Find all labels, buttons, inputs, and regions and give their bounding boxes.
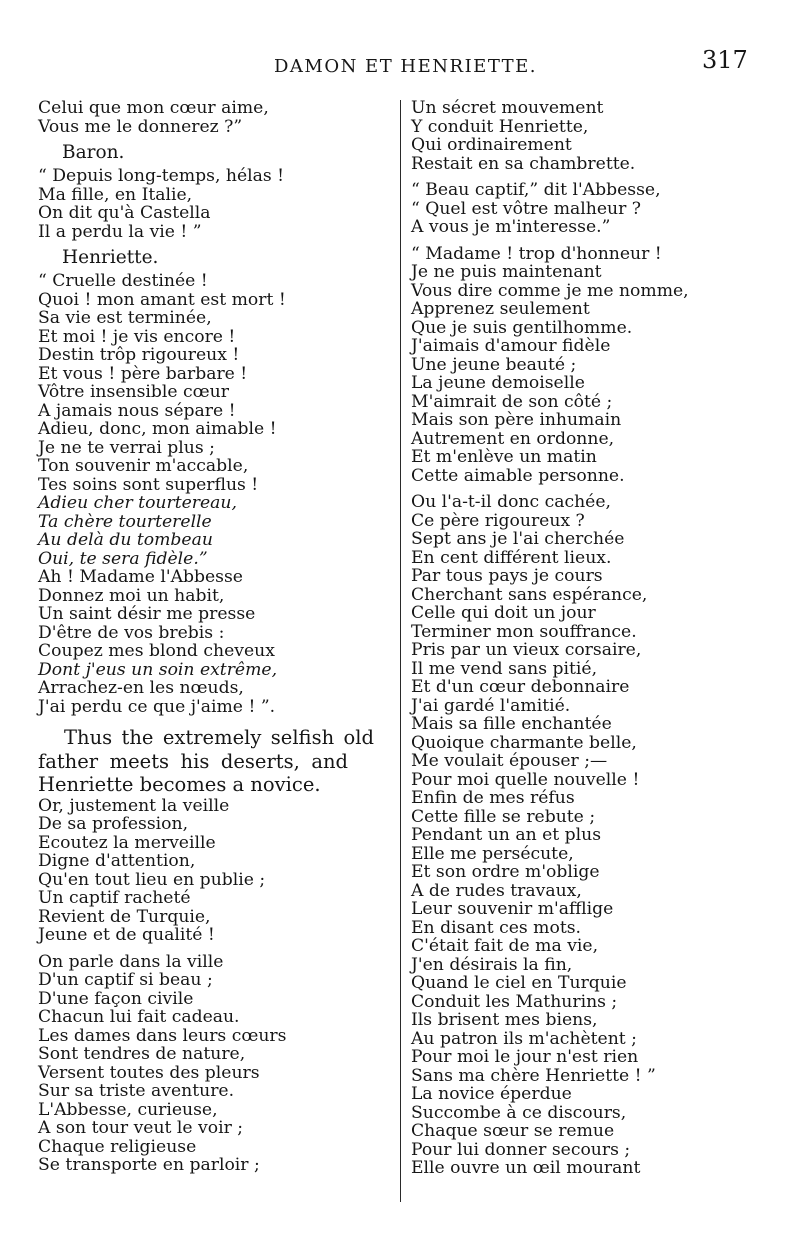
italic-verse-line: Dont j'eus un soin extrême, bbox=[38, 659, 278, 680]
verse-line: Mais sa fille enchantée bbox=[411, 714, 612, 734]
verse-line: Un sécret mouvement bbox=[411, 98, 604, 118]
prose-line-text: father meets his deserts, and bbox=[38, 749, 348, 773]
running-title: DAMON ET HENRIETTE. bbox=[273, 56, 538, 77]
italic-verse-line: Ta chère tourterelle bbox=[38, 511, 212, 532]
verse-line: A jamais nous sépare ! bbox=[38, 400, 236, 421]
verse-line: Quoique charmante belle, bbox=[411, 732, 637, 753]
verse-line: Sa vie est terminée, bbox=[38, 308, 212, 328]
verse-line: Celle qui doit un jour bbox=[411, 603, 596, 623]
verse-line: Ils brisent mes biens, bbox=[411, 1010, 598, 1030]
prose-line bbox=[38, 750, 388, 774]
verse-line: De sa profession, bbox=[38, 814, 189, 834]
column-divider bbox=[400, 100, 401, 1202]
verse-line: Tes soins sont superflus ! bbox=[38, 474, 259, 495]
verse-line: Enfin de mes réfus bbox=[411, 788, 575, 808]
verse-line: Vous dire comme je me nomme, bbox=[411, 280, 689, 301]
verse-line: Je ne te verrai plus ; bbox=[38, 437, 215, 458]
verse-line: D'être de vos brebis : bbox=[38, 622, 225, 643]
verse-line: Cherchant sans espérance, bbox=[411, 584, 648, 605]
verse-line: Succombe à ce discours, bbox=[411, 1102, 627, 1123]
verse-line: Un captif racheté bbox=[38, 888, 191, 908]
speaker-label: Henriette. bbox=[62, 247, 159, 268]
verse-line: Pris par un vieux corsaire, bbox=[411, 640, 642, 660]
verse-line: Apprenez seulement bbox=[411, 299, 590, 319]
prose-line bbox=[38, 726, 388, 750]
verse-line: Restait en sa chambrette. bbox=[411, 153, 636, 174]
verse-line: Pendant un an et plus bbox=[411, 825, 602, 845]
verse-line: D'une façon civile bbox=[38, 988, 194, 1009]
verse-line: Elle ouvre un œil mourant bbox=[411, 1158, 641, 1178]
verse-line: Ce père rigoureux ? bbox=[411, 510, 585, 531]
verse-line: Par tous pays je cours bbox=[411, 566, 603, 586]
verse-line: On parle dans la ville bbox=[38, 951, 224, 972]
verse-line: Je ne puis maintenant bbox=[411, 262, 602, 282]
verse-line: Ah ! Madame l'Abbesse bbox=[38, 567, 243, 587]
verse-line: Chaque sœur se remue bbox=[411, 1121, 615, 1141]
verse-line: Donnez moi un habit, bbox=[38, 585, 225, 606]
verse-line: Conduit les Mathurins ; bbox=[411, 991, 618, 1012]
verse-line: Et d'un cœur debonnaire bbox=[411, 677, 630, 697]
verse-line: Il a perdu la vie ! ” bbox=[38, 221, 202, 242]
verse-line: “ Depuis long-temps, hélas ! bbox=[38, 166, 285, 186]
italic-verse-line: Oui, te sera fidèle.” bbox=[38, 548, 208, 569]
verse-line: Ma fille, en Italie, bbox=[38, 184, 193, 205]
verse-line: M'aimrait de son côté ; bbox=[411, 391, 613, 412]
verse-line: Pour moi le jour n'est rien bbox=[411, 1047, 639, 1067]
verse-line: Ecoutez la merveille bbox=[38, 832, 216, 853]
verse-line: Versent toutes des pleurs bbox=[38, 1062, 260, 1083]
verse-line: “ Cruelle destinée ! bbox=[38, 271, 208, 291]
verse-line: Et vous ! père barbare ! bbox=[38, 363, 248, 384]
left-column bbox=[38, 99, 388, 1175]
verse-line: Une jeune beauté ; bbox=[411, 354, 577, 375]
verse-line: A vous je m'interesse.” bbox=[411, 217, 611, 237]
verse-line: Adieu, donc, mon aimable ! bbox=[38, 419, 277, 439]
verse-line: A son tour veut le voir ; bbox=[38, 1118, 244, 1138]
verse-line: En disant ces mots. bbox=[411, 917, 582, 938]
verse-line: En cent différent lieux. bbox=[411, 547, 612, 568]
verse-line: Vous me le donnerez ?” bbox=[38, 116, 243, 137]
verse-line: Elle me persécute, bbox=[411, 843, 574, 864]
speaker-label: Baron. bbox=[62, 142, 125, 163]
verse-line: Un saint désir me presse bbox=[38, 604, 256, 624]
verse-line: “ Madame ! trop d'honneur ! bbox=[411, 243, 662, 264]
verse-line: Pour lui donner secours ; bbox=[411, 1139, 631, 1160]
verse-line: Chacun lui fait cadeau. bbox=[38, 1007, 240, 1027]
verse-line: Mais son père inhumain bbox=[411, 410, 622, 430]
prose-line-text: Thus the extremely selfish old bbox=[64, 726, 374, 749]
verse-line: Vôtre insensible cœur bbox=[38, 382, 229, 402]
verse-line: Ton souvenir m'accable, bbox=[38, 456, 249, 476]
verse-line: Celui que mon cœur aime, bbox=[38, 98, 269, 118]
verse-line: Et moi ! je vis encore ! bbox=[38, 326, 236, 347]
verse-line: Quand le ciel en Turquie bbox=[411, 973, 627, 993]
verse-line: Se transporte en parloir ; bbox=[38, 1155, 260, 1175]
verse-line: Qui ordinairement bbox=[411, 135, 572, 155]
verse-line: Chaque religieuse bbox=[38, 1136, 197, 1157]
verse-line: J'en désirais la fin, bbox=[411, 954, 573, 975]
verse-line: Sept ans je l'ai cherchée bbox=[411, 529, 625, 549]
verse-line: C'était fait de ma vie, bbox=[411, 936, 599, 956]
verse-line: “ Quel est vôtre malheur ? bbox=[411, 198, 641, 219]
verse-line: Sur sa triste aventure. bbox=[38, 1081, 235, 1101]
verse-line: Et son ordre m'oblige bbox=[411, 862, 600, 882]
verse-line: Et m'enlève un matin bbox=[411, 447, 597, 467]
prose-paragraph bbox=[38, 726, 388, 797]
verse-line: Qu'en tout lieu en publie ; bbox=[38, 869, 266, 890]
verse-line: J'ai perdu ce que j'aime ! ”. bbox=[38, 696, 276, 717]
verse-line: Destin trôp rigoureux ! bbox=[38, 345, 240, 365]
verse-line: Terminer mon souffrance. bbox=[411, 621, 637, 642]
verse-line: On dit qu'à Castella bbox=[38, 203, 211, 223]
verse-line: La jeune demoiselle bbox=[411, 373, 585, 393]
verse-line: Coupez mes blond cheveux bbox=[38, 641, 275, 661]
verse-line: Les dames dans leurs cœurs bbox=[38, 1025, 287, 1046]
verse-line: A de rudes travaux, bbox=[411, 880, 582, 901]
page-number: 317 bbox=[702, 46, 748, 74]
italic-verse-line: Adieu cher tourtereau, bbox=[38, 493, 237, 513]
verse-line: Or, justement la veille bbox=[38, 795, 230, 816]
verse-line: Au patron ils m'achètent ; bbox=[411, 1028, 637, 1049]
verse-line: Pour moi quelle nouvelle ! bbox=[411, 769, 640, 790]
right-column bbox=[411, 99, 801, 1178]
verse-line: Quoi ! mon amant est mort ! bbox=[38, 289, 286, 310]
verse-line: D'un captif si beau ; bbox=[38, 970, 213, 990]
verse-line: Cette fille se rebute ; bbox=[411, 806, 596, 827]
verse-line: Sont tendres de nature, bbox=[38, 1044, 246, 1064]
verse-line: Digne d'attention, bbox=[38, 851, 196, 871]
verse-line: Sans ma chère Henriette ! ” bbox=[411, 1065, 656, 1086]
verse-line: Ou l'a-t-il donc cachée, bbox=[411, 492, 611, 512]
verse-line: La novice éperdue bbox=[411, 1084, 572, 1104]
verse-line: Jeune et de qualité ! bbox=[38, 925, 215, 945]
verse-line: Me voulait épouser ;— bbox=[411, 751, 608, 771]
verse-line: Autrement en ordonne, bbox=[411, 428, 615, 449]
verse-line: Revient de Turquie, bbox=[38, 906, 211, 927]
verse-line: Que je suis gentilhomme. bbox=[411, 317, 633, 338]
verse-line: J'ai gardé l'amitié. bbox=[411, 695, 571, 716]
verse-line: Il me vend sans pitié, bbox=[411, 658, 598, 679]
verse-line: Leur souvenir m'afflige bbox=[411, 899, 614, 919]
verse-line: Y conduit Henriette, bbox=[411, 116, 589, 137]
verse-line: Arrachez-en les nœuds, bbox=[38, 678, 244, 698]
prose-line: Henriette becomes a novice. bbox=[38, 773, 321, 796]
verse-line: L'Abbesse, curieuse, bbox=[38, 1099, 218, 1120]
verse-line: “ Beau captif,” dit l'Abbesse, bbox=[411, 180, 661, 200]
verse-line: Cette aimable personne. bbox=[411, 465, 625, 486]
italic-verse-line: Au delà du tombeau bbox=[38, 530, 213, 550]
verse-line: J'aimais d'amour fidèle bbox=[411, 336, 611, 356]
